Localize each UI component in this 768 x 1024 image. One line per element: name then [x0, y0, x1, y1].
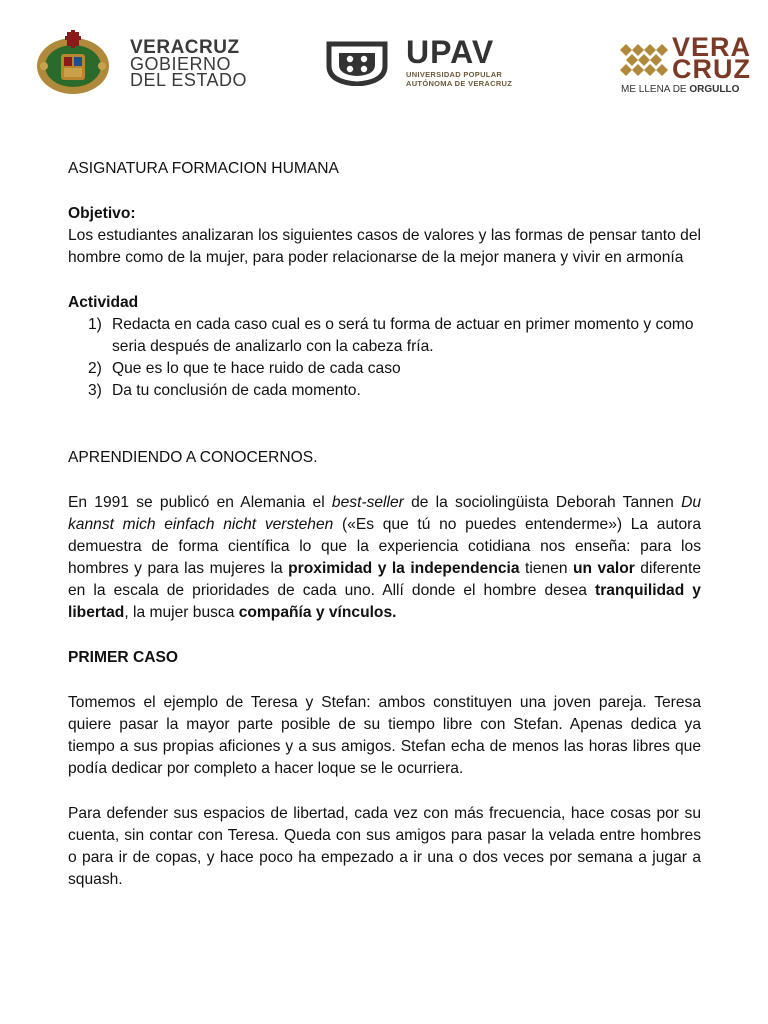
spacer [68, 624, 701, 647]
upav-subtitle-line2: AUTÓNOMA DE VERACRUZ [406, 79, 513, 88]
objective-heading [68, 203, 701, 225]
activity-text: Que es lo que te hace ruido de cada caso [112, 360, 401, 377]
activity-number: 3) [88, 382, 102, 399]
gobierno-logo-text [130, 37, 248, 90]
case-paragraph-1: Tomemos el ejemplo de Teresa y Stefan: ambos constituyen una joven pareja. Teresa quiere pasar la mayor parte posible de su tiempo libre con Stefan. Apenas dedica ya tiempo a sus propias aficiones y a sus amigos. Stefan echa de menos las horas libres que podía dedicar por completo a hacer loque se le ocurriera. [68, 694, 701, 777]
activity-text: Da tu conclusión de cada momento. [112, 382, 361, 399]
veracruz-tagline [621, 84, 739, 95]
intro-text: de la sociolingüista Deborah Tannen [403, 494, 682, 511]
spacer [68, 425, 701, 447]
intro-bold: compañía y vínculos. [238, 604, 397, 621]
intro-book-title: Du kannst mich einfach nicht verstehen [68, 494, 701, 533]
spacer [68, 469, 701, 492]
woven-pattern-icon [618, 40, 668, 80]
activity-text: Redacta en cada caso cual es o será tu forma de actuar en primer momento y como seria después de analizarlo con la cabeza fría. [112, 316, 694, 355]
spacer [68, 269, 701, 292]
intro-text: diferente en la escala de prioridades de cada uno. Allí donde el hombre desea [68, 560, 701, 599]
spacer [68, 669, 701, 692]
activity-item [68, 358, 701, 380]
activity-heading-text: Actividad [68, 294, 139, 311]
activity-item [68, 314, 701, 358]
activity-heading [68, 292, 701, 314]
gobierno-logo-line2: GOBIERNO [130, 54, 232, 74]
section-title: APRENDIENDO A CONOCERNOS. [68, 449, 318, 466]
veracruz-wordmark [672, 32, 752, 84]
tagline-bold: ORGULLO [689, 84, 740, 95]
intro-text: («Es que tú no puedes entenderme») La autora demuestra de forma científica lo que la experiencia cotidiana nos enseña: para los hombres y para las mujeres la [68, 516, 701, 577]
gobierno-veracruz-logo [34, 30, 264, 96]
spacer [68, 780, 701, 803]
activity-number: 1) [88, 316, 102, 333]
upav-subtitle-line1: UNIVERSIDAD POPULAR [406, 70, 503, 79]
veracruz-wordmark-line2: CRUZ [672, 54, 751, 84]
intro-text: , la mujer busca [124, 604, 239, 621]
case-paragraph-2: Para defender sus espacios de libertad, cada vez con más frecuencia, hace cosas por su cuenta, sin contar con Teresa. Queda con sus amigos para pasar la velada entre hombres o para ir de copas, y hace poco ha empezado a ir una o dos veces por semana a jugar a squash. [68, 805, 701, 888]
activity-list [68, 314, 701, 402]
intro-text: En 1991 se publicó en Alemania el [68, 494, 332, 511]
activity-number: 2) [88, 360, 102, 377]
spacer [68, 402, 701, 425]
intro-bold: proximidad y la independencia [288, 560, 520, 577]
veracruz-wordmark-line1: VERA [672, 32, 752, 62]
case-title-text: PRIMER CASO [68, 649, 179, 666]
activity-item [68, 380, 701, 402]
document-body [68, 158, 701, 891]
tagline-regular: ME LLENA DE [621, 84, 690, 95]
intro-paragraph [68, 492, 701, 624]
header-logos [0, 0, 768, 120]
case-title [68, 647, 701, 669]
upav-subtitle [406, 70, 512, 88]
upav-name: UPAV [406, 34, 495, 70]
subject-title: ASIGNATURA FORMACION HUMANA [68, 160, 339, 177]
objective-text: Los estudiantes analizaran los siguientes casos de valores y las formas de pensar tanto del hombre como de la mujer, para poder relacionarse de la mejor manera y vivir en armonía [68, 227, 701, 266]
intro-bold: tranquilidad y libertad [68, 582, 701, 621]
gobierno-logo-line1: VERACRUZ [130, 37, 240, 58]
veracruz-seal-icon [34, 30, 112, 96]
intro-bold: un valor [573, 560, 635, 577]
upav-shield-icon [326, 40, 388, 86]
veracruz-orgullo-logo [618, 32, 763, 100]
intro-italic: best-seller [331, 494, 404, 511]
upav-logo [326, 34, 556, 98]
spacer [68, 180, 701, 203]
intro-text: tienen [519, 560, 573, 577]
objective-heading-text: Objetivo: [68, 205, 136, 222]
gobierno-logo-line3: DEL ESTADO [130, 70, 248, 90]
